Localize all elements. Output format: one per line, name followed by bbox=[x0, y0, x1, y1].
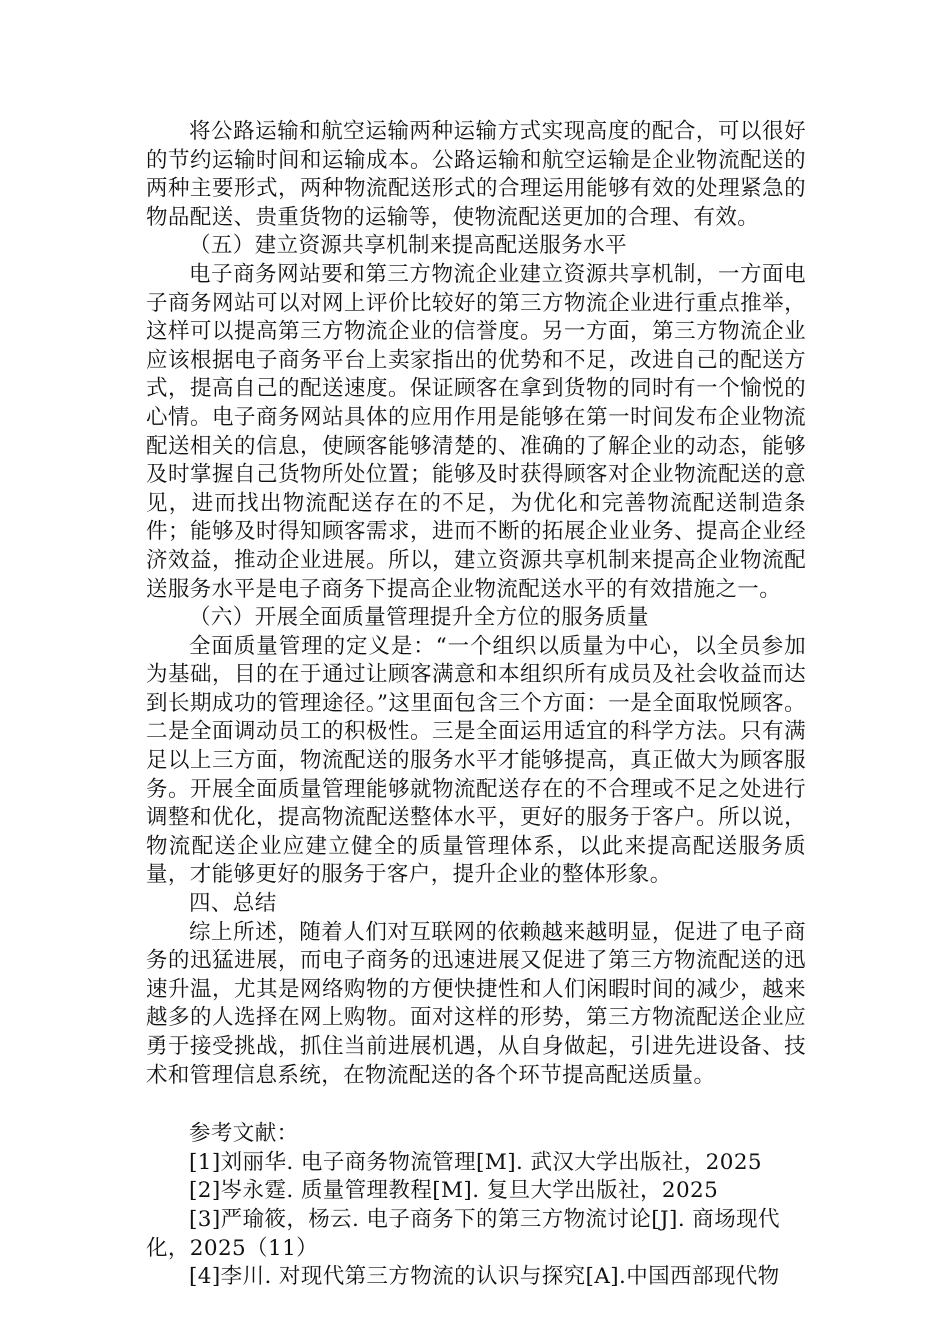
section-5-body: 电子商务网站要和第三方物流企业建立资源共享机制，一方面电子商务网站可以对网上评价比较好的第三方物流企业进行重点推举，这样可以提高第三方物流企业的信誉度。另一方面，第三方物流企业应该根据电子商务平台上卖家指出的优势和不足，改进自己的配送方式，提高自己的配送速度。保证顾客在拿到货物的同时有一个愉悦的心情。电子商务网站具体的应用作用是能够在第一时间发布企业物流配送相关的信息，使顾客能够清楚的、准确的了解企业的动态，能够及时掌握自己货物所处位置；能够及时获得顾客对企业物流配送的意见，进而找出物流配送存在的不足，为优化和完善物流配送制造条件；能够及时得知顾客需求，进而不断的拓展企业业务、提高企业经济效益，推动企业进展。所以，建立资源共享机制来提高企业物流配送服务水平是电子商务下提高企业物流配送水平的有效措施之一。 bbox=[146, 261, 806, 602]
reference-item: [1]刘丽华. 电子商务物流管理[M]. 武汉大学出版社，2025 bbox=[189, 1149, 762, 1175]
section-6-body: 全面质量管理的定义是：“一个组织以质量为中心，以全员参加为基础，目的在于通过让顾客满意和本组织所有成员及社会收益而达到长期成功的管理途径。”这里面包含三个方面：一是全面取悦顾客。二是全面调动员工的积极性。三是全面运用适宜的科学方法。只有满足以上三方面，物流配送的服务水平才能够提高，真正做大为顾客服务。开展全面质量管理能够就物流配送存在的不合理或不足之处进行调整和优化，提高物流配送整体水平，更好的服务于客户。所以说，物流配送企业应建立健全的质量管理体系，以此来提高配送服务质量，才能够更好的服务于客户，提升企业的整体形象。 bbox=[146, 633, 806, 888]
intro-paragraph: 将公路运输和航空运输两种运输方式实现高度的配合，可以很好的节约运输时间和运输成本。公路运输和航空运输是企业物流配送的两种主要形式，两种物流配送形式的合理运用能够有效的处理紧急的物品配送、贵重货物的运输等，使物流配送更加的合理、有效。 bbox=[146, 119, 806, 230]
reference-item: [3]严瑜筱，杨云. 电子商务下的第三方物流讨论[J]. 商场现代化，2025（11） bbox=[146, 1206, 780, 1261]
section-5-heading: （五）建立资源共享机制来提高配送服务水平 bbox=[189, 233, 628, 259]
document-body bbox=[146, 118, 806, 1292]
section-6-heading: （六）开展全面质量管理提升全方位的服务质量 bbox=[189, 605, 649, 631]
conclusion-heading: 四、总结 bbox=[189, 891, 277, 917]
conclusion-body: 综上所述，随着人们对互联网的依赖越来越明显，促进了电子商务的迅猛进展，而电子商务的迅速进展又促进了第三方物流配送的迅速升温，尤其是网络购物的方便快捷性和人们闲暇时间的减少，越来越多的人选择在网上购物。面对这样的形势，第三方物流配送企业应勇于接受挑战，抓住当前进展机遇，从自身做起，引进先进设备、技术和管理信息系统，在物流配送的各个环节提高配送质量。 bbox=[146, 919, 806, 1088]
references-title: 参考文献： bbox=[189, 1121, 299, 1147]
reference-item: [2]岑永霆. 质量管理教程[M]. 复旦大学出版社，2025 bbox=[189, 1178, 719, 1204]
reference-item: [4]李川. 对现代第三方物流的认识与探究[A].中国西部现代物 bbox=[189, 1264, 780, 1290]
